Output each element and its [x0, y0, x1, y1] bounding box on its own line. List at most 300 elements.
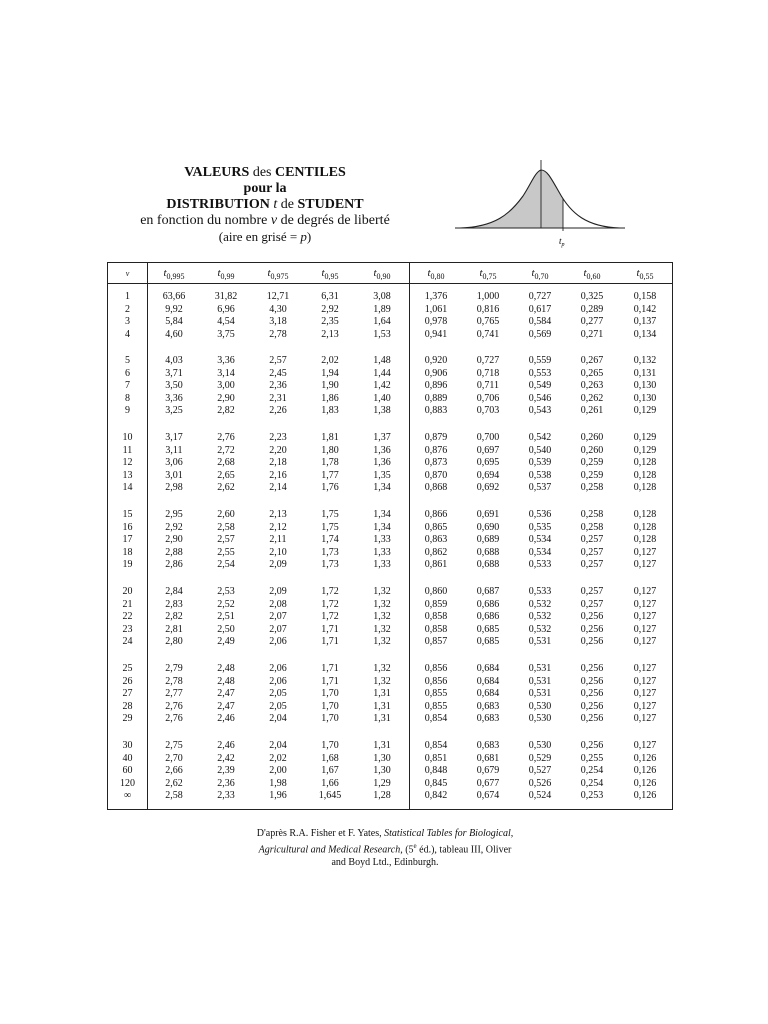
table-row	[108, 547, 672, 559]
value-cell: 0,127	[633, 636, 657, 648]
value-cell: 4,03	[165, 355, 183, 366]
value-cell: 2,65	[217, 469, 235, 481]
value-cell: 0,684	[476, 663, 500, 674]
value-cell: 1,34	[373, 521, 391, 533]
value-cell: 0,681	[476, 752, 500, 764]
value-cell: 1,32	[373, 623, 391, 635]
value-cell: 1,31	[373, 740, 391, 751]
bell-curve-illustration	[455, 158, 625, 250]
value-cell: 1,90	[321, 380, 339, 392]
value-cell: 2,82	[165, 611, 183, 623]
value-cell: 0,258	[580, 521, 604, 533]
value-cell: 2,36	[217, 777, 235, 789]
value-cell: 1,72	[321, 611, 339, 623]
value-cell: 0,700	[476, 432, 500, 443]
value-cell: 0,127	[633, 688, 657, 700]
degrees-of-freedom-cell: ∞	[123, 790, 132, 802]
value-cell: 0,534	[528, 546, 552, 558]
degrees-of-freedom-cell: 16	[122, 521, 133, 533]
value-cell: 1,33	[373, 559, 391, 571]
degrees-of-freedom-cell: 21	[122, 598, 133, 610]
value-cell: 0,130	[633, 380, 657, 392]
value-cell: 2,18	[269, 457, 287, 469]
value-cell: 12,71	[266, 291, 290, 302]
degrees-of-freedom-cell: 29	[122, 713, 133, 725]
value-cell: 2,72	[217, 444, 235, 456]
value-cell: 2,02	[321, 355, 339, 366]
value-cell: 2,09	[269, 559, 287, 571]
header-t-subscript: 0,75	[482, 272, 497, 282]
degrees-of-freedom-cell: 120	[120, 777, 135, 789]
value-cell: 2,62	[217, 482, 235, 494]
value-cell: 0,127	[633, 663, 657, 674]
value-cell: 2,76	[165, 700, 183, 712]
table-row	[108, 291, 672, 303]
value-cell: 2,04	[269, 713, 287, 725]
value-cell: 2,58	[165, 790, 183, 802]
value-cell: 2,82	[217, 405, 235, 417]
value-cell: 1,33	[373, 546, 391, 558]
value-cell: 2,14	[269, 482, 287, 494]
source-authors: D'après R.A. Fisher et F. Yates,	[256, 828, 385, 839]
source-note	[200, 827, 570, 869]
value-cell: 1,94	[321, 367, 339, 379]
value-cell: 2,50	[217, 623, 235, 635]
value-cell: 1,28	[373, 790, 391, 802]
degrees-of-freedom-cell: 23	[122, 623, 133, 635]
header-t-0-95	[304, 267, 356, 281]
value-cell: 1,38	[373, 405, 391, 417]
value-cell: 0,727	[528, 291, 552, 302]
degrees-of-freedom-cell: 7	[125, 380, 130, 392]
value-cell: 0,535	[528, 521, 552, 533]
value-cell: 0,858	[424, 611, 448, 623]
value-cell: 0,533	[528, 586, 552, 597]
table-row	[108, 663, 672, 675]
degrees-of-freedom-cell: 22	[122, 611, 133, 623]
value-cell: 0,584	[528, 316, 552, 328]
value-cell: 4,54	[217, 316, 235, 328]
value-cell: 0,978	[424, 316, 448, 328]
title-word-de: de	[277, 197, 298, 212]
value-cell: 0,851	[424, 752, 448, 764]
value-cell: 0,128	[633, 457, 657, 469]
table-row	[108, 611, 672, 623]
degrees-of-freedom-cell: 27	[122, 688, 133, 700]
value-cell: 0,690	[476, 521, 500, 533]
value-cell: 0,132	[633, 355, 657, 366]
title-symbol-nu: ν	[270, 213, 278, 228]
table-row	[108, 701, 672, 713]
header-t-0-55	[618, 267, 672, 281]
value-cell: 0,259	[580, 457, 604, 469]
value-cell: 2,05	[269, 700, 287, 712]
value-cell: 0,277	[580, 316, 604, 328]
value-cell: 0,256	[580, 688, 604, 700]
value-cell: 2,77	[165, 688, 183, 700]
value-cell: 0,688	[476, 546, 500, 558]
value-cell: 1,31	[373, 700, 391, 712]
header-t-symbol: t	[531, 267, 535, 279]
header-t-subscript: 0,975	[270, 272, 289, 282]
value-cell: 0,532	[528, 611, 552, 623]
value-cell: 0,862	[424, 546, 448, 558]
value-cell: 2,90	[217, 392, 235, 404]
header-t-0-995	[148, 267, 200, 281]
value-cell: 2,00	[269, 765, 287, 777]
value-cell: 0,842	[424, 790, 448, 802]
value-cell: 1,67	[321, 765, 339, 777]
value-cell: 0,127	[633, 546, 657, 558]
value-cell: 1,34	[373, 482, 391, 494]
degrees-of-freedom-cell: 14	[122, 482, 133, 494]
value-cell: 0,532	[528, 623, 552, 635]
value-cell: 0,920	[424, 355, 448, 366]
header-t-symbol: t	[583, 267, 587, 279]
header-t-symbol: t	[373, 267, 377, 279]
value-cell: 1,36	[373, 457, 391, 469]
value-cell: 0,262	[580, 392, 604, 404]
table-row	[108, 329, 672, 341]
value-cell: 1,71	[321, 623, 339, 635]
value-cell: 0,257	[580, 598, 604, 610]
value-cell: 0,254	[580, 765, 604, 777]
title-word-des: des	[249, 165, 275, 180]
value-cell: 1,77	[321, 469, 339, 481]
value-cell: 0,271	[580, 328, 604, 340]
value-cell: 0,128	[633, 509, 657, 520]
value-cell: 1,74	[321, 534, 339, 546]
value-cell: 0,265	[580, 367, 604, 379]
degrees-of-freedom-cell: 9	[125, 405, 130, 417]
value-cell: 0,684	[476, 688, 500, 700]
value-cell: 2,12	[269, 521, 287, 533]
value-cell: 0,569	[528, 328, 552, 340]
value-cell: 2,08	[269, 598, 287, 610]
value-cell: 2,68	[217, 457, 235, 469]
header-t-symbol: t	[321, 267, 325, 279]
value-cell: 1,76	[321, 482, 339, 494]
value-cell: 0,533	[528, 559, 552, 571]
value-cell: 2,05	[269, 688, 287, 700]
value-cell: 0,137	[633, 316, 657, 328]
value-cell: 2,57	[269, 355, 287, 366]
value-cell: 0,257	[580, 586, 604, 597]
value-cell: 0,129	[633, 432, 657, 443]
value-cell: 0,854	[424, 713, 448, 725]
value-cell: 0,765	[476, 316, 500, 328]
value-cell: 1,061	[424, 303, 448, 315]
value-cell: 0,855	[424, 688, 448, 700]
table-row	[108, 380, 672, 392]
source-edition-post: éd.), tableau III, Oliver	[416, 844, 512, 856]
value-cell: 2,31	[269, 392, 287, 404]
header-t-subscript: 0,55	[639, 272, 654, 282]
value-cell: 2,49	[217, 636, 235, 648]
value-cell: 0,684	[476, 675, 500, 687]
table-row	[108, 522, 672, 534]
table-row	[108, 509, 672, 521]
value-cell: 1,73	[321, 559, 339, 571]
value-cell: 0,685	[476, 636, 500, 648]
value-cell: 0,845	[424, 777, 448, 789]
header-t-0-80	[410, 267, 462, 281]
value-cell: 2,84	[165, 586, 183, 597]
value-cell: 2,45	[269, 367, 287, 379]
value-cell: 3,18	[269, 316, 287, 328]
header-t-0-75	[462, 267, 514, 281]
value-cell: 0,686	[476, 611, 500, 623]
value-cell: 1,32	[373, 675, 391, 687]
value-cell: 2,06	[269, 663, 287, 674]
value-cell: 1,72	[321, 598, 339, 610]
value-cell: 1,32	[373, 586, 391, 597]
header-t-subscript: 0,90	[376, 272, 391, 282]
value-cell: 0,126	[633, 752, 657, 764]
value-cell: 2,98	[165, 482, 183, 494]
value-cell: 0,134	[633, 328, 657, 340]
value-cell: 3,08	[373, 291, 391, 302]
value-cell: 1,37	[373, 432, 391, 443]
table-row	[108, 457, 672, 469]
source-line-1	[200, 827, 570, 840]
value-cell: 0,711	[476, 380, 500, 392]
degrees-of-freedom-cell: 10	[122, 432, 133, 443]
value-cell: 0,127	[633, 740, 657, 751]
value-cell: 0,263	[580, 380, 604, 392]
value-cell: 0,859	[424, 598, 448, 610]
value-cell: 0,531	[528, 663, 552, 674]
value-cell: 0,695	[476, 457, 500, 469]
value-cell: 0,870	[424, 469, 448, 481]
value-cell: 0,866	[424, 509, 448, 520]
value-cell: 0,868	[424, 482, 448, 494]
value-cell: 0,559	[528, 355, 552, 366]
value-cell: 2,60	[217, 509, 235, 520]
value-cell: 0,526	[528, 777, 552, 789]
value-cell: 2,10	[269, 546, 287, 558]
degrees-of-freedom-cell: 1	[125, 291, 130, 302]
title-line-4-pre: en fonction du nombre	[140, 213, 271, 228]
value-cell: 2,66	[165, 765, 183, 777]
value-cell: 4,30	[269, 303, 287, 315]
header-t-symbol: t	[479, 267, 483, 279]
table-row	[108, 316, 672, 328]
value-cell: 63,66	[162, 291, 186, 302]
degrees-of-freedom-cell: 12	[122, 457, 133, 469]
header-t-symbol: t	[636, 267, 640, 279]
value-cell: 0,883	[424, 405, 448, 417]
value-cell: 1,98	[269, 777, 287, 789]
value-cell: 0,260	[580, 432, 604, 443]
value-cell: 2,51	[217, 611, 235, 623]
degrees-of-freedom-cell: 18	[122, 546, 133, 558]
value-cell: 0,126	[633, 765, 657, 777]
value-cell: 0,256	[580, 611, 604, 623]
degrees-of-freedom-cell: 30	[122, 740, 133, 751]
value-cell: 2,13	[269, 509, 287, 520]
value-cell: 2,75	[165, 740, 183, 751]
table-row	[108, 636, 672, 648]
value-cell: 0,683	[476, 713, 500, 725]
value-cell: 2,57	[217, 534, 235, 546]
value-cell: 0,677	[476, 777, 500, 789]
value-cell: 0,703	[476, 405, 500, 417]
value-cell: 3,14	[217, 367, 235, 379]
value-cell: 0,128	[633, 482, 657, 494]
table-row	[108, 753, 672, 765]
value-cell: 1,44	[373, 367, 391, 379]
value-cell: 2,76	[217, 432, 235, 443]
value-cell: 1,70	[321, 688, 339, 700]
value-cell: 0,865	[424, 521, 448, 533]
value-cell: 0,253	[580, 790, 604, 802]
value-cell: 2,35	[321, 316, 339, 328]
value-cell: 1,70	[321, 740, 339, 751]
value-cell: 0,530	[528, 713, 552, 725]
source-edition-pre: (5	[402, 844, 414, 856]
header-t-0-70	[514, 267, 566, 281]
value-cell: 0,694	[476, 469, 500, 481]
value-cell: 0,127	[633, 675, 657, 687]
value-cell: 0,553	[528, 367, 552, 379]
header-t-subscript: 0,80	[430, 272, 445, 282]
table-row	[108, 624, 672, 636]
value-cell: 2,78	[165, 675, 183, 687]
degrees-of-freedom-cell: 6	[125, 367, 130, 379]
value-cell: 1,32	[373, 598, 391, 610]
value-cell: 0,256	[580, 740, 604, 751]
value-cell: 2,81	[165, 623, 183, 635]
source-title-part-2: Agricultural and Medical Research,	[258, 844, 403, 856]
value-cell: 0,532	[528, 598, 552, 610]
tp-label: $t_p$	[559, 236, 565, 248]
value-cell: 0,889	[424, 392, 448, 404]
value-cell: 2,42	[217, 752, 235, 764]
title-line-4	[100, 213, 430, 229]
source-edition-sup: e	[413, 842, 417, 850]
value-cell: 0,261	[580, 405, 604, 417]
table-row	[108, 355, 672, 367]
value-cell: 0,256	[580, 700, 604, 712]
value-cell: 2,70	[165, 752, 183, 764]
header-t-symbol: t	[217, 267, 221, 279]
value-cell: 2,16	[269, 469, 287, 481]
header-t-0-90	[356, 267, 408, 281]
value-cell: 1,30	[373, 765, 391, 777]
degrees-of-freedom-cell: 25	[122, 663, 133, 674]
value-cell: 1,71	[321, 663, 339, 674]
value-cell: 1,48	[373, 355, 391, 366]
value-cell: 3,17	[165, 432, 183, 443]
value-cell: 0,255	[580, 752, 604, 764]
header-t-subscript: 0,99	[220, 272, 235, 282]
value-cell: 0,127	[633, 586, 657, 597]
value-cell: 0,538	[528, 469, 552, 481]
table-row	[108, 586, 672, 598]
degrees-of-freedom-cell: 20	[122, 586, 133, 597]
value-cell: 1,53	[373, 328, 391, 340]
value-cell: 2,26	[269, 405, 287, 417]
value-cell: 0,529	[528, 752, 552, 764]
value-cell: 0,257	[580, 534, 604, 546]
degrees-of-freedom-cell: 17	[122, 534, 133, 546]
value-cell: 0,863	[424, 534, 448, 546]
value-cell: 0,257	[580, 559, 604, 571]
value-cell: 0,128	[633, 469, 657, 481]
value-cell: 1,71	[321, 636, 339, 648]
table-row	[108, 534, 672, 546]
value-cell: 2,47	[217, 688, 235, 700]
value-cell: 0,127	[633, 623, 657, 635]
table-row	[108, 599, 672, 611]
value-cell: 2,48	[217, 663, 235, 674]
value-cell: 2,58	[217, 521, 235, 533]
value-cell: 0,531	[528, 675, 552, 687]
value-cell: 1,75	[321, 509, 339, 520]
value-cell: 0,857	[424, 636, 448, 648]
value-cell: 1,72	[321, 586, 339, 597]
value-cell: 0,289	[580, 303, 604, 315]
value-cell: 2,39	[217, 765, 235, 777]
value-cell: 0,131	[633, 367, 657, 379]
value-cell: 1,81	[321, 432, 339, 443]
shaded-area	[460, 170, 563, 228]
degrees-of-freedom-cell: 40	[122, 752, 133, 764]
value-cell: 1,645	[318, 790, 342, 802]
value-cell: 1,376	[424, 291, 448, 302]
value-cell: 0,256	[580, 663, 604, 674]
value-cell: 0,537	[528, 482, 552, 494]
value-cell: 0,687	[476, 586, 500, 597]
value-cell: 2,92	[165, 521, 183, 533]
value-cell: 0,534	[528, 534, 552, 546]
title-line-4-post: de degrés de liberté	[277, 213, 390, 228]
table-row	[108, 688, 672, 700]
value-cell: 1,32	[373, 611, 391, 623]
value-cell: 0,617	[528, 303, 552, 315]
value-cell: 1,96	[269, 790, 287, 802]
value-cell: 3,06	[165, 457, 183, 469]
table-row	[108, 405, 672, 417]
value-cell: 0,542	[528, 432, 552, 443]
value-cell: 0,126	[633, 790, 657, 802]
centile-table	[107, 262, 673, 810]
table-row	[108, 432, 672, 444]
value-cell: 0,855	[424, 700, 448, 712]
header-t-subscript: 0,95	[324, 272, 339, 282]
table-row	[108, 482, 672, 494]
title-line-2: pour la	[243, 181, 287, 196]
value-cell: 2,80	[165, 636, 183, 648]
value-cell: 0,531	[528, 636, 552, 648]
value-cell: 1,75	[321, 521, 339, 533]
title-word-student: STUDENT	[297, 197, 364, 212]
value-cell: 0,688	[476, 559, 500, 571]
value-cell: 3,71	[165, 367, 183, 379]
value-cell: 0,530	[528, 700, 552, 712]
value-cell: 0,524	[528, 790, 552, 802]
value-cell: 1,32	[373, 636, 391, 648]
header-nu: ν	[125, 269, 130, 278]
value-cell: 1,70	[321, 713, 339, 725]
degrees-of-freedom-cell: 4	[125, 328, 130, 340]
value-cell: 2,90	[165, 534, 183, 546]
value-cell: 0,127	[633, 559, 657, 571]
value-cell: 1,29	[373, 777, 391, 789]
title-line-5-post: )	[306, 229, 312, 244]
value-cell: 2,52	[217, 598, 235, 610]
